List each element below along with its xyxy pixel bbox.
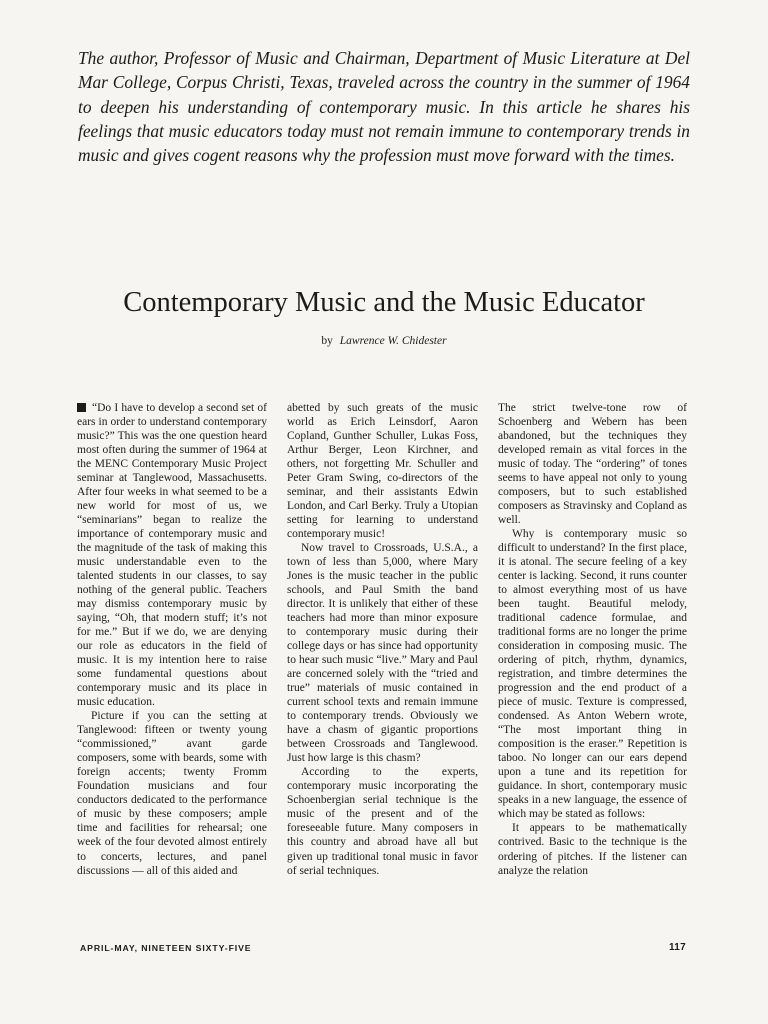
paragraph: It appears to be mathematically contrived. Basic to the technique is the ordering of pitches. If the listener can analyze the relation bbox=[498, 822, 687, 877]
page-footer bbox=[80, 943, 686, 957]
paragraph: Now travel to Crossroads, U.S.A., a town of less than 5,000, where Mary Jones is the music teacher in the public schools, and Paul Smith the band director. It is unlikely that either of these teachers had more than minor exposure to contemporary music during their college days or has since had opportunity to hear such music “live.” Mary and Paul are concerned solely with the “tried and true” materials of music contained in current school texts and remain immune to contemporary trends. Obviously we have a chasm of gigantic proportions between Crossroads and Tanglewood. Just how large is this chasm? bbox=[287, 542, 478, 765]
paragraph bbox=[77, 401, 267, 709]
issue-date: APRIL-MAY, NINETEEN SIXTY-FIVE bbox=[80, 943, 252, 953]
paragraph: abetted by such greats of the music world as Erich Leinsdorf, Aaron Copland, Gunther Schuller, Lukas Foss, Arthur Berger, Leon Kirchner, and others, not forgetting Mr. Schuller and Peter Gram Swing, co-directors of the seminar, and their assistants Edwin London, and Carl Berky. Truly a Utopian setting for learning to understand contemporary music! bbox=[287, 402, 478, 541]
paragraph: The strict twelve-tone row of Schoenberg and Webern has been abandoned, but the techniques they developed remain as vital forces in the music of today. The “ordering” of tones seems to have appeal not only to young composers, but to such established composers as Stravinsky and Copland as well. bbox=[498, 402, 687, 527]
text-column-3 bbox=[498, 401, 687, 878]
author-name: Lawrence W. Chidester bbox=[339, 335, 447, 347]
byline bbox=[0, 333, 768, 349]
paragraph: According to the experts, contemporary music incorporating the Schoenbergian serial technique is the music of the present and of the foreseeable future. Many composers in this country and abroad have all but given up traditional tonal music in favor of serial techniques. bbox=[287, 766, 478, 877]
text-column-1 bbox=[77, 401, 267, 878]
paragraph-text: “Do I have to develop a second set of ears in order to understand contemporary music?” This was the one question heard most often during the summer of 1964 at the MENC Contemporary Music Project seminar at Tanglewood, Massachusetts. After four weeks in what seemed to be a new world for most of us, we “seminarians” began to realize the importance of contemporary music and the magnitude of the task of making this music understandable even to the talented students in our classes, to say nothing of the general public. Teachers may dismiss contemporary music by saying, “Oh, that modern stuff; it’s not for me.” But if we do, we are denying our role as educators in the field of music. It is my intention here to raise some fundamental questions about contemporary music and its place in music education. bbox=[77, 402, 267, 709]
paragraph: Why is contemporary music so difficult to understand? In the first place, it is atonal. The secure feeling of a key center is lacking. Second, it runs counter to almost everything most of us have been taught. Beautiful melody, traditional cadence formulae, and traditional forms are no longer the prime consideration in composing music. The ordering of pitch, rhythm, dynamics, registration, and timbre determines the progression and the end product of a piece of music. Texture is compressed, condensed. As Anton Webern wrote, “The most important thing in composition is the eraser.” Repetition is taboo. No longer can our ears depend upon a tune and its repetition for guidance. In short, contemporary music speaks in a new language, the essence of which may be stated as follows: bbox=[498, 528, 687, 821]
paragraph-marker-icon bbox=[77, 403, 86, 412]
text-column-2 bbox=[287, 401, 478, 878]
byline-prefix: by bbox=[321, 335, 333, 347]
article-title: Contemporary Music and the Music Educator bbox=[123, 287, 645, 318]
page-number: 117 bbox=[668, 942, 686, 953]
author-introduction: The author, Professor of Music and Chairman, Department of Music Literature at Del Mar College, Corpus Christi, Texas, traveled across the country in the summer of 1964 to deepen his understanding of contemporary music. In this article he shares his feelings that music educators today must not remain immune to contemporary trends in music and gives cogent reasons why the profession must move forward with the times. bbox=[78, 48, 690, 166]
paragraph: Picture if you can the setting at Tanglewood: fifteen or twenty young “commissioned,” avant garde composers, some with beards, some with foreign accents; twenty Fromm Foundation musicians and four conductors dedicated to the performance of music by these composers; ample time and facilities for rehearsal; one week of the four devoted almost entirely to concerts, lectures, and panel discussions — all of this aided and bbox=[77, 710, 267, 877]
